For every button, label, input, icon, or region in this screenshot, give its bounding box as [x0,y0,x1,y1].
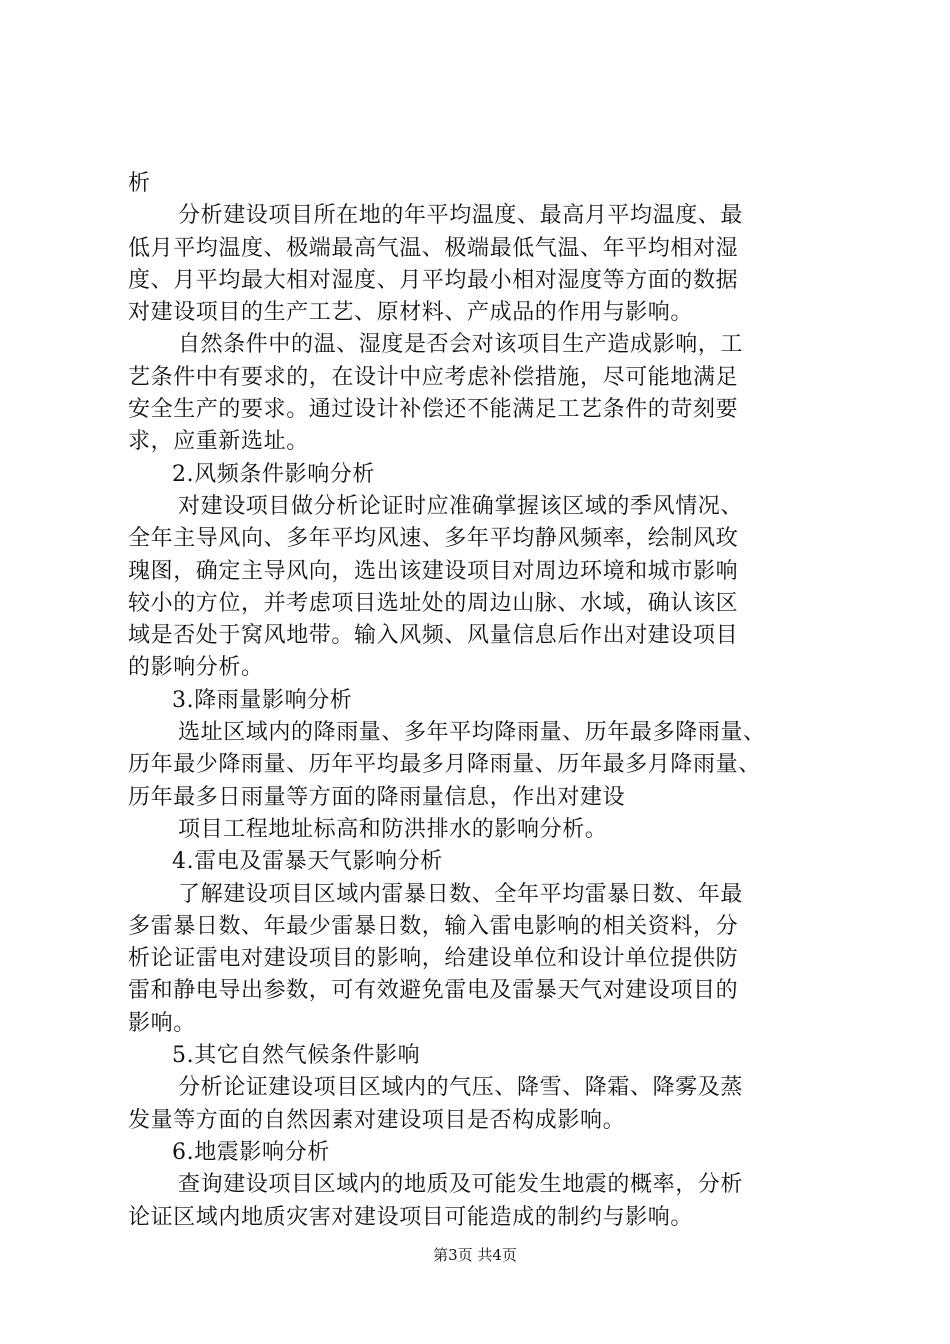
text-line: 全年主导风向、多年平均风速、多年平均静风频率，绘制风玫 [128,526,739,552]
text-line: 安全生产的要求。通过设计补偿还不能满足工艺条件的苛刻要 [128,397,739,423]
paragraph [128,717,828,814]
text-line: 艺条件中有要求的，在设计中应考虑补偿措施，尽可能地满足 [128,364,739,390]
text-line: 析 [128,171,151,196]
page-number: 第3页 共4页 [433,1246,517,1264]
text-line: 自然条件中的温、湿度是否会对该项目生产造成影响，工 [178,332,744,358]
text-line: 度、月平均最大相对湿度、月平均最小相对湿度等方面的数据 [128,267,739,293]
text-line: 影响。 [128,1010,196,1036]
paragraph [128,168,828,200]
section-heading [128,685,828,717]
text-line: 多雷暴日数、年最少雷暴日数，输入雷电影响的相关资料，分 [128,913,739,939]
text-line: 低月平均温度、极端最高气温、极端最低气温、年平均相对湿 [128,235,739,261]
text-line: 历年最少降雨量、历年平均最多月降雨量、历年最多月降雨量、 [128,752,761,778]
text-line: 求，应重新选址。 [128,429,309,455]
text-line: 历年最多日雨量等方面的降雨量信息，作出对建设 [128,784,626,810]
text-line: 瑰图，确定主导风向，选出该建设项目对周边环境和城市影响 [128,558,739,584]
paragraph [128,879,828,1040]
text-line: 对建设项目做分析论证时应准确掌握该区域的季风情况、 [178,493,744,519]
text-line: 对建设项目的生产工艺、原材料、产成品的作用与影响。 [128,300,694,326]
heading-text: 5.其它自然气候条件影响 [172,1043,421,1069]
text-line: 的影响分析。 [128,655,264,681]
text-line: 析论证雷电对建设项目的影响，给建设单位和设计单位提供防 [128,946,739,972]
paragraph [128,491,828,685]
paragraph [128,329,828,458]
paragraph [128,200,828,329]
heading-text: 4.雷电及雷暴天气影响分析 [172,849,443,875]
text-line: 查询建设项目区域内的地质及可能发生地震的概率，分析 [178,1172,744,1198]
section-heading [128,1137,828,1169]
text-line: 发量等方面的自然因素对建设项目是否构成影响。 [128,1107,626,1133]
paragraph [128,814,828,846]
text-line: 了解建设项目区域内雷暴日数、全年平均雷暴日数、年最 [178,881,744,907]
page-footer [0,1245,950,1265]
section-heading [128,459,828,491]
text-line: 项目工程地址标高和防洪排水的影响分析。 [178,816,608,842]
text-line: 分析论证建设项目区域内的气压、降雪、降霜、降雾及蒸 [178,1075,744,1101]
text-line: 选址区域内的降雨量、多年平均降雨量、历年最多降雨量、 [178,720,766,746]
heading-text: 6.地震影响分析 [172,1139,330,1165]
section-heading [128,1040,828,1072]
heading-text: 3.降雨量影响分析 [172,687,353,713]
heading-text: 2.风频条件影响分析 [172,461,375,487]
text-line: 较小的方位，并考虑项目选址处的周边山脉、水域，确认该区 [128,590,739,616]
text-line: 分析建设项目所在地的年平均温度、最高月平均温度、最 [178,203,744,229]
paragraph [128,1169,828,1234]
text-line: 论证区域内地质灾害对建设项目可能造成的制约与影响。 [128,1204,694,1230]
document-body [128,168,828,1234]
text-line: 域是否处于窝风地带。输入风频、风量信息后作出对建设项目 [128,623,739,649]
section-heading [128,846,828,878]
paragraph [128,1072,828,1137]
text-line: 雷和静电导出参数，可有效避免雷电及雷暴天气对建设项目的 [128,978,739,1004]
